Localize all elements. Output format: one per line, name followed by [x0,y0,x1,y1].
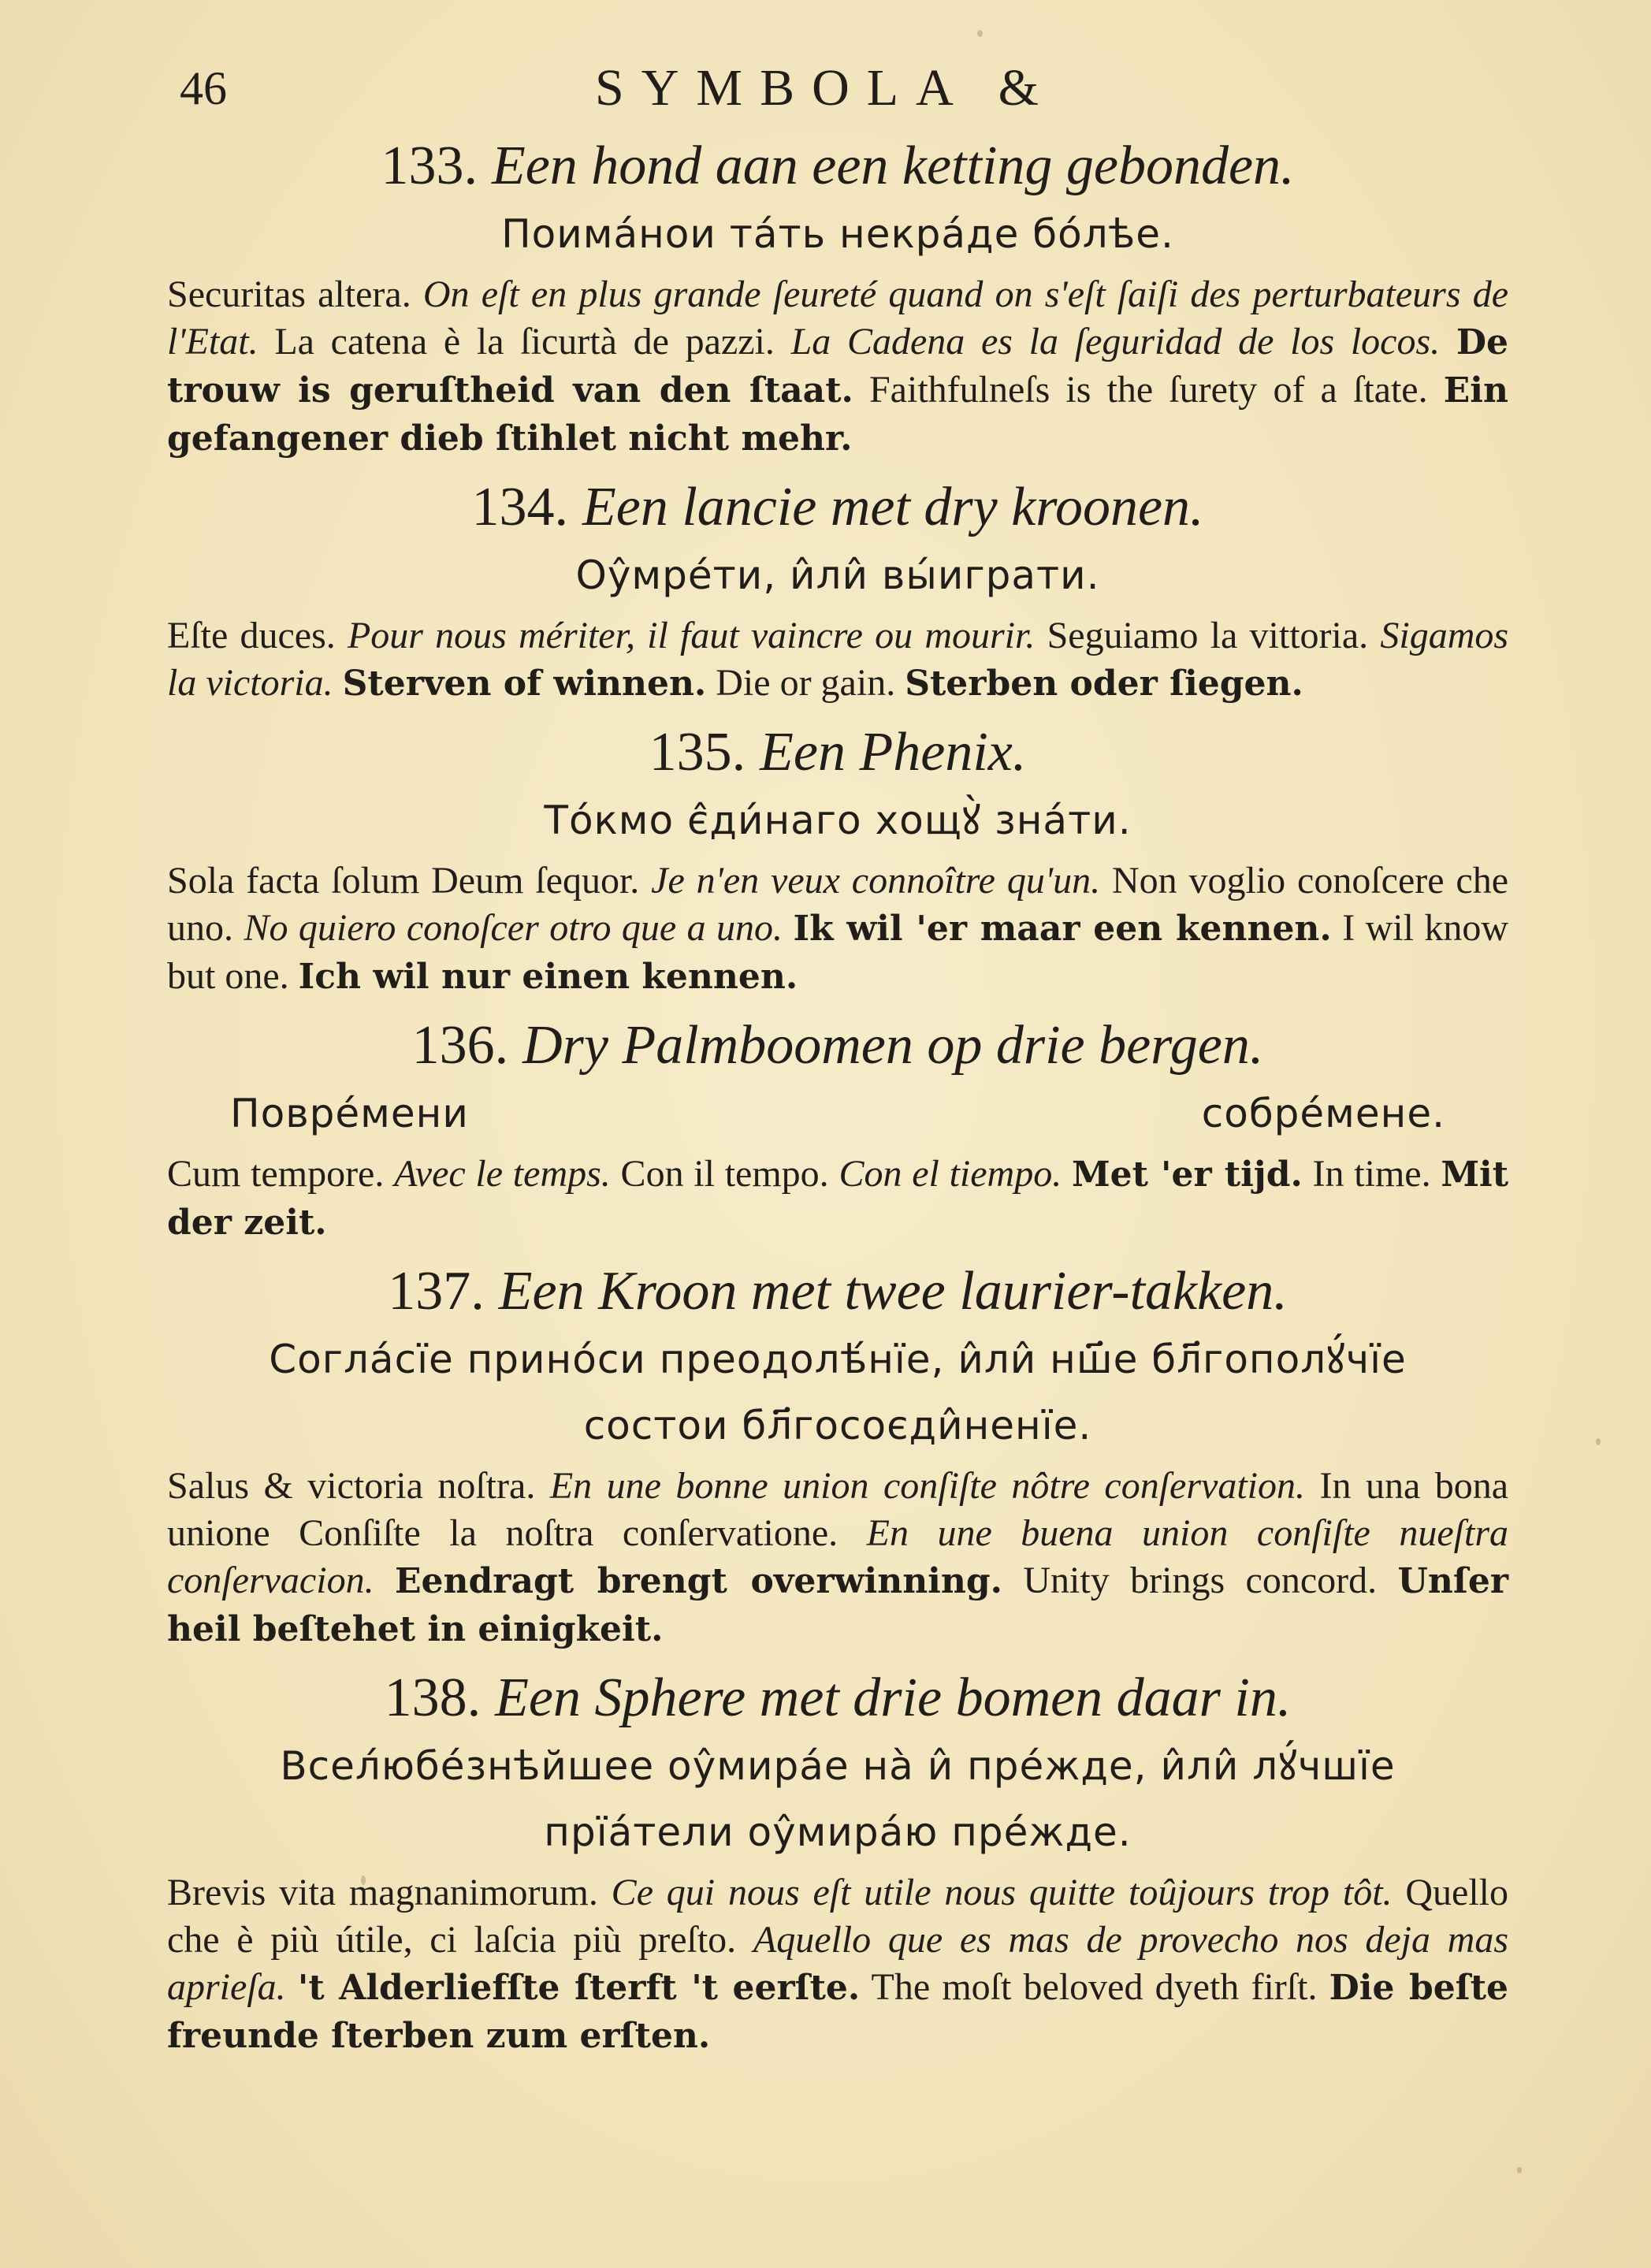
italic-phrase: Je n'en veux connoître qu'un. [651,860,1101,902]
blackletter-phrase: Die beſte freunde ſterben zum erſten. [167,1968,1509,2056]
emblem-motto: Een Sphere met drie bomen daar in. [495,1668,1292,1728]
roman-phrase: Con il tempo. [620,1153,829,1195]
emblem-motto: Een lancie met dry kroonen. [582,477,1204,537]
slavonic-translation [167,1081,1508,1146]
blackletter-phrase: 't Alderliefſte ſterft 't eerſte. [297,1968,861,2008]
multilingual-text [167,1869,1508,2060]
roman-phrase: Die or gain. [716,662,896,704]
emblem-title [167,1664,1508,1732]
ink-speck [1596,1438,1601,1445]
italic-phrase: Aquello que es mas de provecho nos deja mas aprieſa. [167,1919,1509,2008]
italic-phrase: Sigamos la victoria. [167,615,1509,704]
roman-phrase: I wil know but one. [167,907,1509,997]
emblem-motto: Dry Palmboomen op drie bergen. [522,1015,1264,1076]
emblem-motto: Een hond aan een ketting gebonden. [491,136,1295,196]
roman-phrase: In time. [1312,1153,1431,1195]
blackletter-phrase: Eendragt brengt overwinning. [394,1561,1002,1601]
emblem-motto: Een Kroon met twee laurier-takken. [498,1261,1288,1322]
multilingual-text [167,857,1508,1001]
italic-phrase: Pour nous mériter, il faut vaincre ou mourir. [347,615,1036,656]
emblem-number: 134. [471,477,568,537]
italic-phrase: En une bonne union conſiſte nôtre conſervation. [549,1465,1305,1507]
slavonic-translation: Согла́сїе прино́си преодолѣ́нїе, и̂ли̂ нш҃е бл҃гополꙋ́чїе [269,1337,1407,1382]
running-title: SYMBOLA & [595,59,1056,117]
emblem-title [167,1258,1508,1325]
emblem-number: 136. [411,1015,509,1076]
roman-phrase: Sola facta ſolum Deum ſequor. [167,860,640,902]
slavonic-translation: состои бл҃госоєди̂ненїе. [583,1403,1092,1448]
emblem-number: 138. [384,1668,482,1728]
roman-phrase: La catena è la ſicurtà de pazzi. [274,321,775,363]
roman-phrase: Eſte duces. [167,615,336,656]
blackletter-phrase: De trouw is geruſtheid van den ſtaat. [167,322,1509,411]
blackletter-phrase: Sterven of winnen. [342,664,707,704]
emblem-entry [167,719,1508,1001]
blackletter-phrase: Ich wil nur einen kennen. [298,957,798,997]
slavonic-translation: Оу̂мре́ти, и̂ли̂ вы́играти. [575,552,1100,598]
blackletter-phrase: Ein gefangener dieb ſtihlet nicht mehr. [167,370,1509,459]
italic-phrase: En une buena union conſiſte nueſtra conſervacion. [167,1512,1508,1601]
blackletter-phrase: Ik wil 'er maar een kennen. [793,909,1332,949]
page-number: 46 [180,62,227,114]
ink-speck [1517,2167,1522,2173]
multilingual-text [167,612,1508,708]
ink-speck [361,1876,366,1885]
slavonic-translation: прїа́тели оу̂мира́ю пре́жде. [544,1809,1132,1855]
roman-phrase: The moſt beloved dyeth firſt. [871,1966,1318,2008]
roman-phrase: Unity brings concord. [1023,1560,1378,1601]
emblem-entry [167,1012,1508,1247]
emblem-title [167,474,1508,541]
ink-speck [977,30,983,37]
emblem-title [167,132,1508,200]
multilingual-text [167,1151,1508,1247]
emblem-entry [167,1664,1508,2060]
slavonic-translation: Поима́нои та́ть некра́де бо́лѣе. [501,211,1174,257]
italic-phrase: Con el tiempo. [839,1153,1062,1195]
italic-phrase: Avec le temps. [394,1153,611,1195]
roman-phrase: Non voglio conoſcere che uno. [167,860,1509,949]
roman-phrase: Brevis vita magnanimorum. [167,1872,598,1913]
slavonic-phrase: Повре́мени [230,1091,469,1136]
roman-phrase: In una bona unione Conſiſte la noſtra conſervatione. [167,1465,1509,1554]
slavonic-translation: Всел́юбе́знѣйшее оу̂мира́е на̀ и̂ пре́жде, и̂ли̂ лꙋ́чшїе [280,1743,1396,1789]
emblem-title [167,719,1508,786]
roman-phrase: Faithfulneſs is the ſurety of a ſtate. [868,369,1428,411]
slavonic-translation: То́кмо є̂ди́наго хощꙋ̀ зна́ти. [544,798,1132,843]
emblem-number: 133. [381,136,478,196]
italic-phrase: Ce qui nous eſt utile nous quitte toûjours trop tôt. [611,1872,1393,1913]
emblem-number: 135. [649,722,746,783]
emblem-entry [167,132,1508,463]
emblem-number: 137. [388,1261,485,1322]
running-head [0,55,1651,126]
multilingual-text [167,271,1508,463]
blackletter-phrase: Sterben oder ſiegen. [905,664,1303,704]
roman-phrase: Cum tempore. [167,1153,385,1195]
multilingual-text [167,1463,1508,1653]
blackletter-phrase: Mit der zeit. [167,1154,1509,1243]
emblem-entries [167,132,1508,2071]
emblem-entry [167,474,1508,708]
roman-phrase: Quello che è più útile, ci laſcia più preſto. [167,1872,1508,1961]
italic-phrase: La Cadena es la ſeguridad de los locos. [790,321,1441,363]
roman-phrase: Securitas altera. [167,273,411,315]
emblem-title [167,1012,1508,1080]
italic-phrase: No quiero conoſcer otro que a uno. [244,907,783,949]
emblem-entry [167,1258,1508,1653]
roman-phrase: Salus & victoria noſtra. [167,1465,536,1507]
blackletter-phrase: Met 'er tijd. [1071,1154,1303,1195]
italic-phrase: On eſt en plus grande ſeureté quand on s'eſt ſaiſi des perturbateurs de l'Etat. [167,273,1509,363]
emblem-motto: Een Phenix. [760,722,1027,783]
slavonic-phrase: собре́мене. [1201,1091,1445,1136]
roman-phrase: Seguiamo la vittoria. [1047,615,1369,656]
blackletter-phrase: Unſer heil beſtehet in einigkeit. [167,1561,1509,1649]
